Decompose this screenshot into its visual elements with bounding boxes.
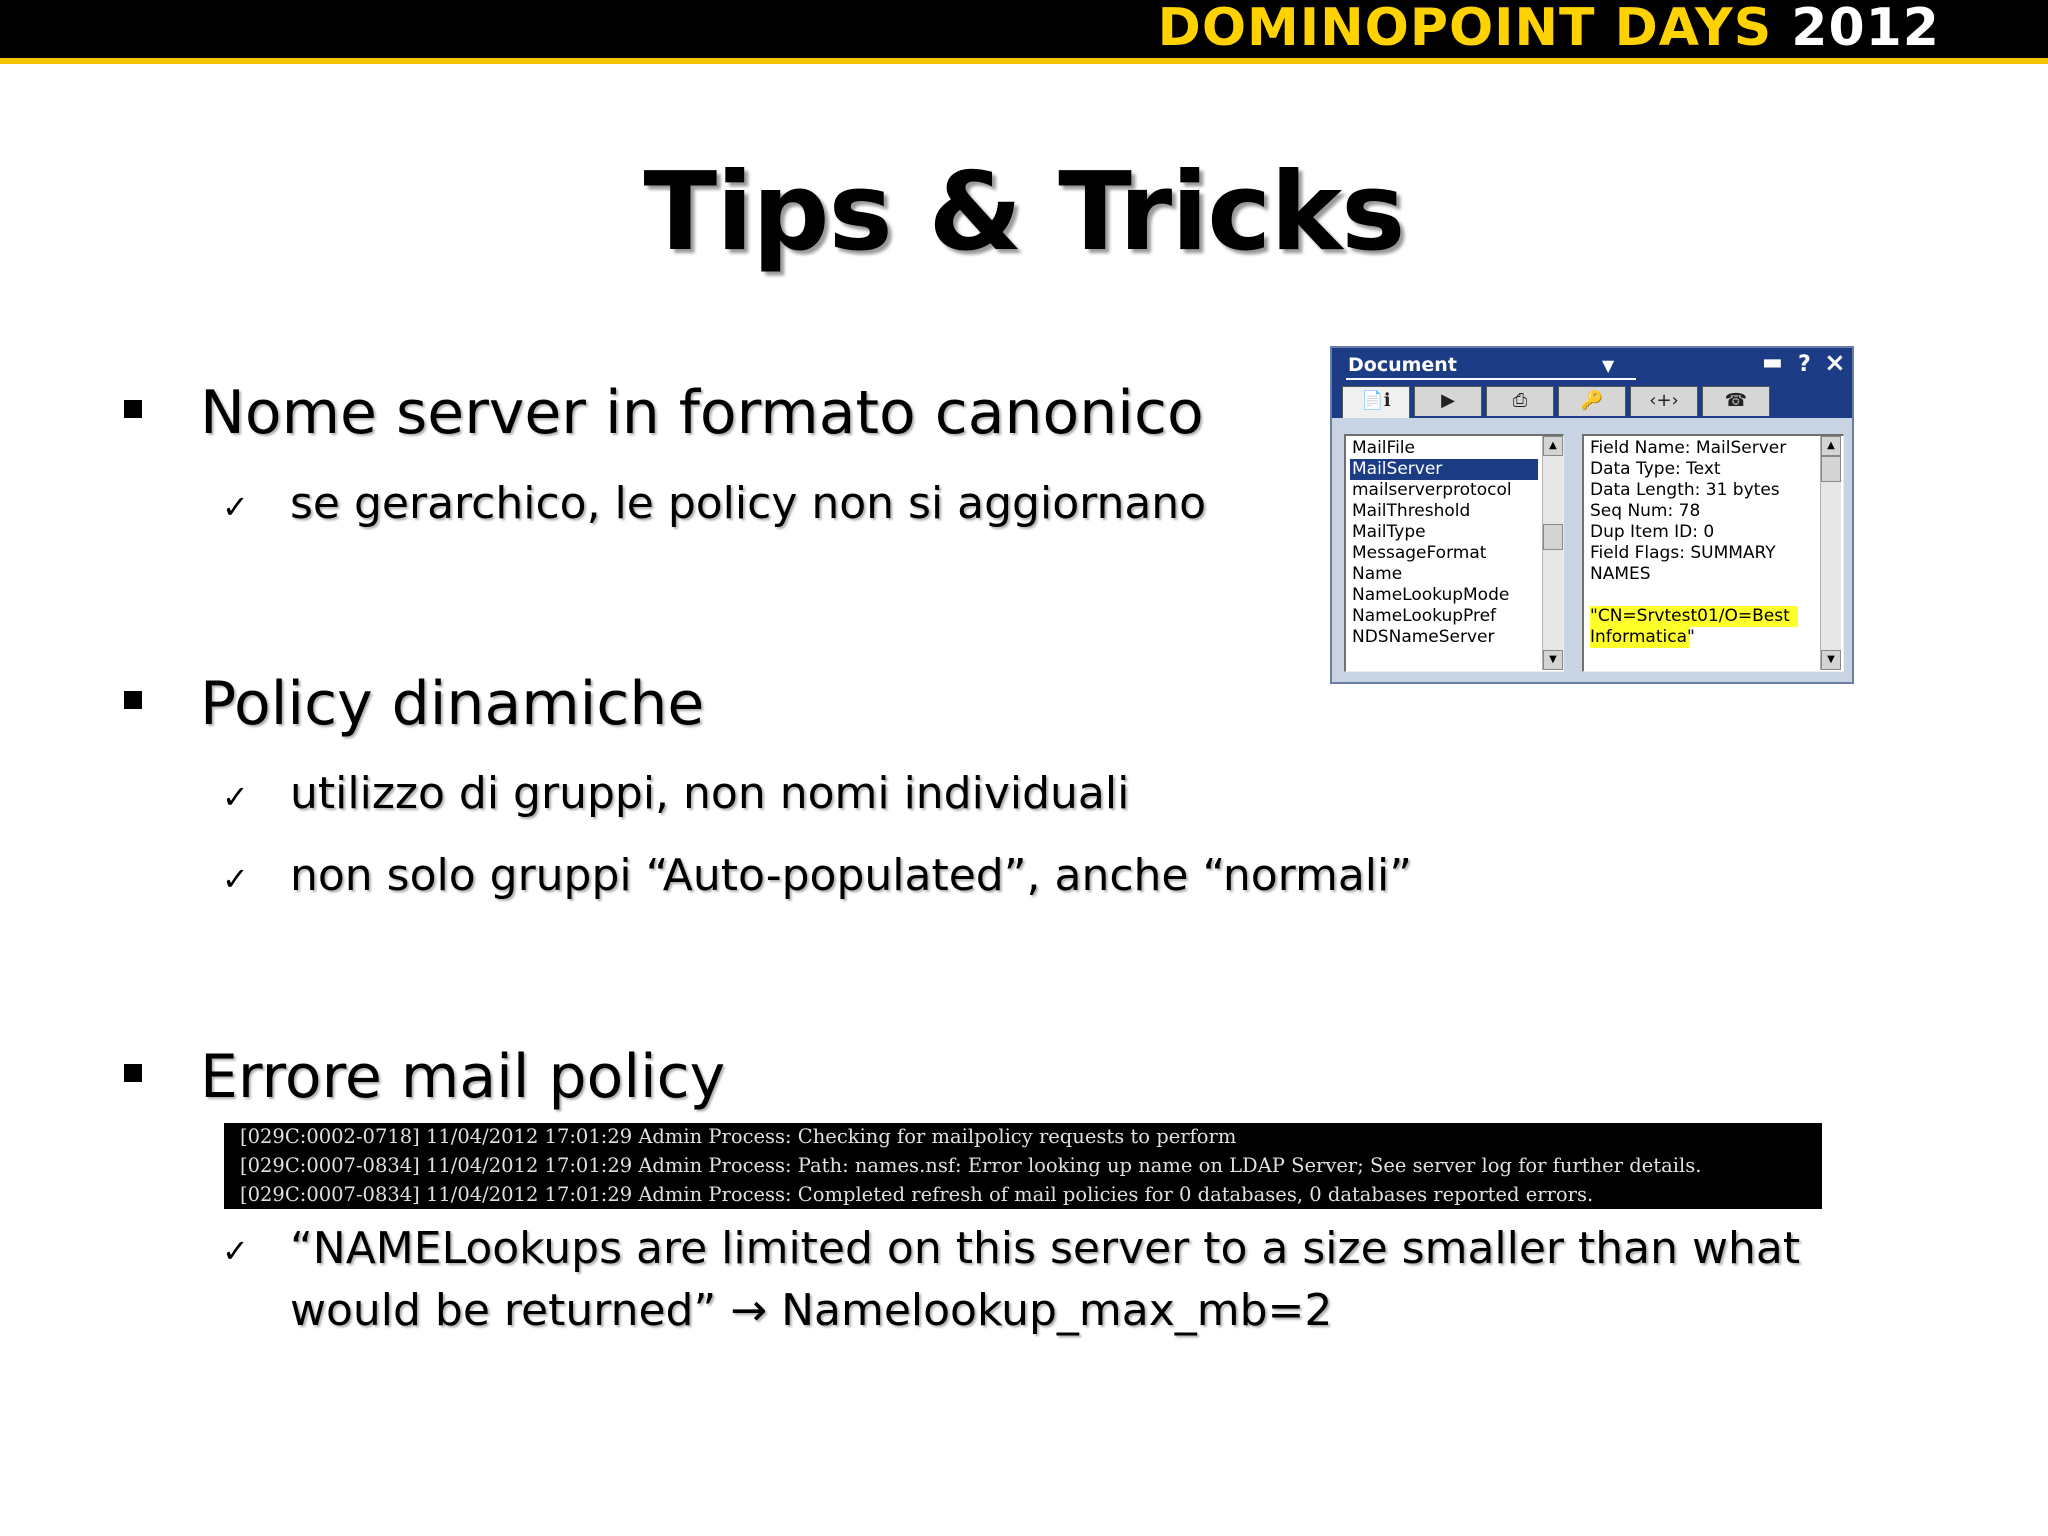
list-item[interactable]: MailThreshold [1352,501,1471,521]
logo-text-days: DAYS [1614,0,1773,58]
tab-fields[interactable]: ▶ [1414,386,1482,416]
minimize-icon[interactable]: ▬ [1762,350,1783,375]
scroll-up-icon[interactable]: ▲ [1543,436,1563,456]
list-item[interactable]: NameLookupPref [1352,606,1497,626]
field-list-scrollbar[interactable] [1542,436,1563,670]
field-list[interactable] [1344,434,1564,672]
point-hierarchical: se gerarchico, le policy non si aggiornano [290,478,1207,529]
scroll-down-icon[interactable]: ▼ [1543,650,1563,670]
list-item[interactable]: MailFile [1352,438,1415,458]
tab-network[interactable]: ☎ [1702,386,1770,416]
help-icon[interactable]: ? [1798,352,1811,377]
dropdown-icon[interactable]: ▼ [1602,356,1615,375]
point-namelookups: “NAMELookups are limited on this server to a size smaller than what would be returned” → Namelookup_max_mb=2 [290,1223,1801,1336]
scroll-thumb[interactable] [1821,456,1841,482]
checkmark-icon: ✓ [222,488,249,526]
logo-text-year: 2012 [1791,0,1940,58]
document-properties-dialog [1330,346,1854,684]
field-flags-info: Field Flags: SUMMARY [1590,543,1776,563]
console-line: [029C:0007-0834] 11/04/2012 17:01:29 Admin Process: Path: names.nsf: Error looking up name on LDAP Server; See server log for further details. [240,1154,1702,1177]
square-bullet-icon [124,1064,142,1082]
tab-print[interactable]: ⎙ [1486,386,1554,416]
checkmark-icon: ✓ [222,860,249,898]
scroll-thumb[interactable] [1543,524,1563,550]
list-item[interactable]: MessageFormat [1352,543,1487,563]
list-item[interactable]: MailType [1352,522,1426,542]
checkmark-icon: ✓ [222,778,249,816]
dup-item-info: Dup Item ID: 0 [1590,522,1715,542]
console-line: [029C:0002-0718] 11/04/2012 17:01:29 Admin Process: Checking for mailpolicy requests to perform [240,1125,1237,1148]
section-heading-mail-policy-error: Errore mail policy [200,1042,726,1112]
scroll-up-icon[interactable]: ▲ [1821,436,1841,456]
field-value-line: "CN=Srvtest01/O=Best [1590,606,1798,627]
point-auto-populated: non solo gruppi “Auto-populated”, anche “normali” [290,850,1413,901]
field-name-info: Field Name: MailServer [1590,438,1787,458]
square-bullet-icon [124,400,142,418]
section-heading-canonical: Nome server in formato canonico [200,378,1204,448]
point-use-groups: utilizzo di gruppi, non nomi individuali [290,768,1130,819]
console-line: [029C:0007-0834] 11/04/2012 17:01:29 Admin Process: Completed refresh of mail policies for 0 databases, 0 databases reported errors. [240,1183,1594,1206]
data-type-info: Data Type: Text [1590,459,1721,479]
info-scrollbar[interactable] [1820,436,1841,670]
field-flags-names: NAMES [1590,564,1651,584]
list-item-selected[interactable]: MailServer [1350,459,1538,480]
list-item[interactable]: NDSNameServer [1352,627,1495,647]
title-underline [1346,378,1636,380]
section-heading-dynamic-policy: Policy dinamiche [200,669,705,739]
tab-security[interactable]: 🔑 [1558,386,1626,416]
list-item[interactable]: mailserverprotocol [1352,480,1512,500]
header-bar [0,0,2048,64]
dialog-header [1332,348,1852,418]
logo-text-dominopoint: DOMINOPOINT [1157,0,1596,58]
seq-num-info: Seq Num: 78 [1590,501,1701,521]
list-item[interactable]: Name [1352,564,1403,584]
scroll-down-icon[interactable]: ▼ [1821,650,1841,670]
event-logo [1158,0,1940,58]
field-value-line: Informatica" [1590,627,1695,647]
square-bullet-icon [124,691,142,709]
close-icon[interactable]: × [1824,348,1846,378]
server-console-log [224,1123,1822,1209]
data-length-info: Data Length: 31 bytes [1590,480,1780,500]
dialog-title: Document [1348,354,1457,376]
list-item[interactable]: NameLookupMode [1352,585,1510,605]
checkmark-icon: ✓ [222,1232,249,1270]
slide-title: Tips & Tricks [643,150,1405,275]
tab-info[interactable]: 📄ℹ [1342,386,1410,418]
tab-meta[interactable]: ‹+› [1630,386,1698,416]
field-info-panel [1582,434,1844,672]
